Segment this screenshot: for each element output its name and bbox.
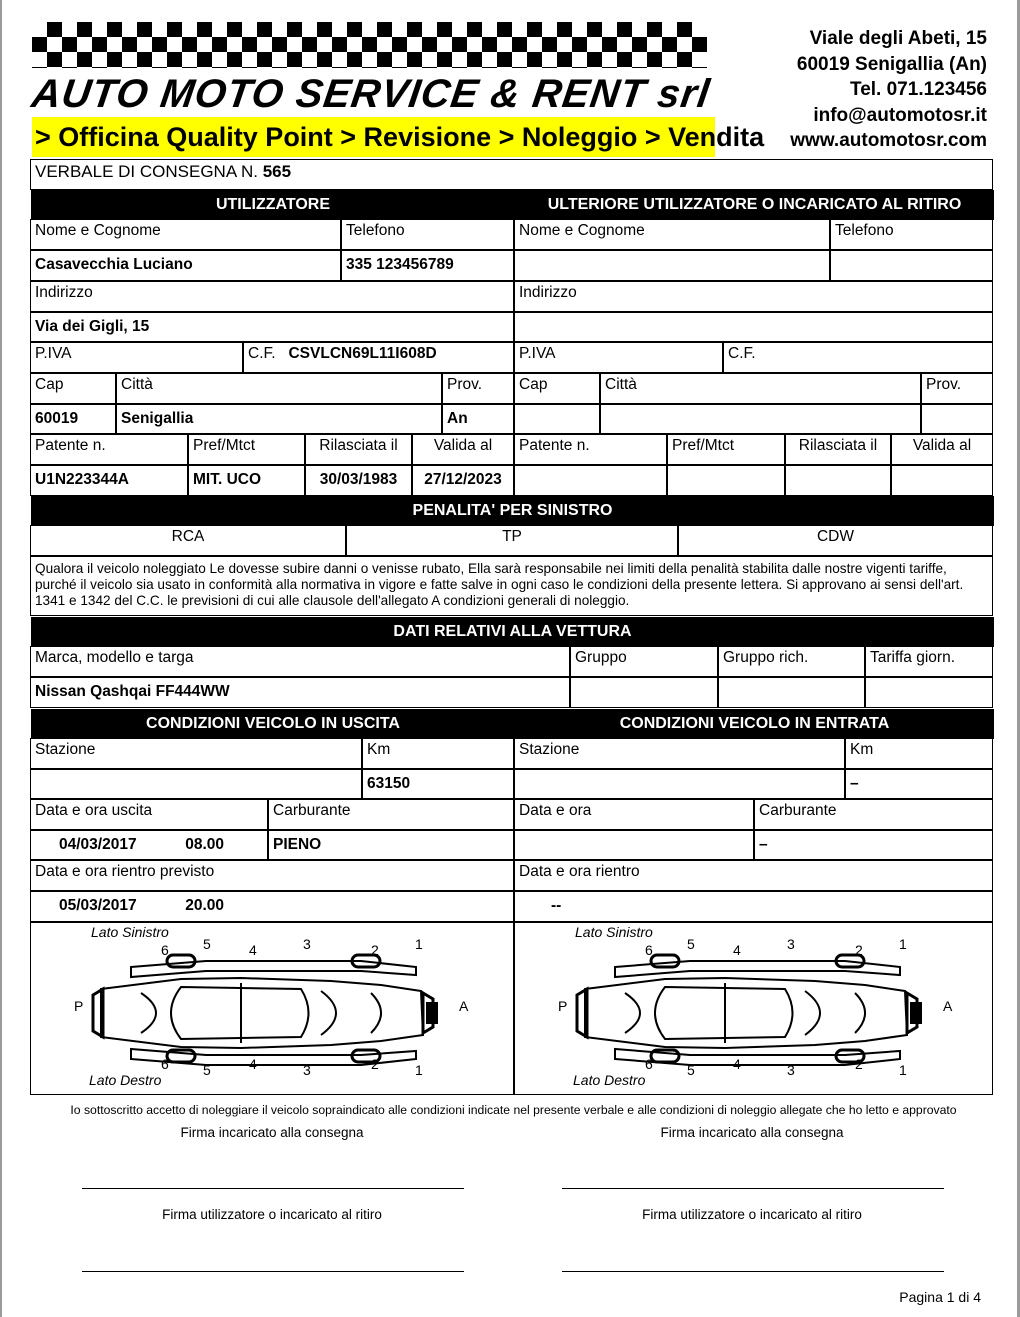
cap-label-row xyxy=(31,374,994,405)
label-cap-2: Cap xyxy=(514,373,600,404)
field-citta[interactable]: Senigallia xyxy=(116,404,442,434)
signature-line-ritiro[interactable] xyxy=(82,1271,464,1272)
stazione-value-row xyxy=(31,770,994,800)
entrata-label-p: P xyxy=(558,998,568,1014)
uscita-car-outline-icon xyxy=(93,955,437,1065)
address-label-row xyxy=(31,282,994,313)
entrata-wheel-1 xyxy=(651,955,679,967)
name-label-row xyxy=(31,220,994,251)
vettura-value-row xyxy=(31,678,994,709)
field-valida[interactable]: 27/12/2023 xyxy=(412,465,514,496)
entrata-lato-destro: Lato Destro xyxy=(573,1072,646,1088)
verbale-label: VERBALE DI CONSEGNA N. xyxy=(35,162,258,181)
label-citta-2: Città xyxy=(600,373,921,404)
field-rientro-date: 05/03/2017 xyxy=(59,897,137,914)
entrata-bottom-num-1: 1 xyxy=(899,1062,907,1078)
uscita-bottom-num-2: 2 xyxy=(371,1056,379,1072)
field-stazione[interactable] xyxy=(30,769,362,799)
field-nome[interactable]: Casavecchia Luciano xyxy=(30,250,341,281)
section-bar-condizioni xyxy=(31,709,994,739)
section-bar-utilizzatori xyxy=(31,190,994,220)
page-number: Pagina 1 di 4 xyxy=(899,1289,981,1305)
field-km-2[interactable]: – xyxy=(845,769,993,799)
uscita-top-num-4: 4 xyxy=(249,942,257,958)
entrata-top-num-2: 2 xyxy=(855,942,863,958)
entrata-car-outline-icon xyxy=(577,955,921,1065)
field-carburante[interactable]: PIENO xyxy=(268,830,514,860)
uscita-lato-destro: Lato Destro xyxy=(89,1072,162,1088)
label-pref: Pref/Mtct xyxy=(188,434,305,465)
field-km[interactable]: 63150 xyxy=(362,769,514,799)
rientro-value-row xyxy=(31,892,994,923)
label-data-uscita: Data e ora uscita xyxy=(30,799,268,830)
field-telefono[interactable]: 335 123456789 xyxy=(341,250,514,281)
label-gruppo: Gruppo xyxy=(570,646,718,677)
stazione-label-row xyxy=(31,739,994,770)
car-diagram-row xyxy=(31,923,994,1096)
section-vettura: DATI RELATIVI ALLA VETTURA xyxy=(393,623,632,640)
label-rientro: Data e ora rientro xyxy=(514,860,993,891)
signature-line-consegna-2[interactable] xyxy=(562,1188,944,1189)
label-cf: C.F. xyxy=(248,345,276,362)
field-rientro-time: 20.00 xyxy=(185,897,224,914)
firma-consegna-label-2: Firma incaricato alla consegna xyxy=(660,1125,844,1140)
field-pref[interactable]: MIT. UCO xyxy=(188,465,305,496)
field-data-uscita-date: 04/03/2017 xyxy=(59,836,137,853)
uscita-top-num-6: 6 xyxy=(161,942,169,958)
checkered-flag-logo xyxy=(32,22,707,68)
patente-label-row xyxy=(31,435,994,466)
label-cap: Cap xyxy=(30,373,116,404)
signature-line-ritiro-2[interactable] xyxy=(562,1271,944,1272)
label-km: Km xyxy=(362,738,514,769)
label-prov: Prov. xyxy=(442,373,514,404)
uscita-bottom-num-5: 5 xyxy=(203,1062,211,1078)
label-data-ora: Data e ora xyxy=(514,799,754,830)
field-data-uscita[interactable] xyxy=(30,830,268,860)
field-carburante-2[interactable]: – xyxy=(754,830,993,860)
label-stazione: Stazione xyxy=(30,738,362,769)
contact-block xyxy=(790,26,987,154)
phone: Tel. 071.123456 xyxy=(850,79,987,100)
field-prov[interactable]: An xyxy=(442,404,514,434)
field-data-ora[interactable] xyxy=(514,830,754,860)
field-telefono-2[interactable] xyxy=(830,250,993,281)
entrata-top-num-4: 4 xyxy=(733,942,741,958)
patente-value-row xyxy=(31,466,994,497)
address: Viale degli Abeti, 15 xyxy=(809,28,987,49)
field-data-uscita-time: 08.00 xyxy=(185,836,224,853)
field-cap[interactable]: 60019 xyxy=(30,404,116,434)
section-bar-penalita xyxy=(31,496,994,526)
uscita-bottom-num-3: 3 xyxy=(303,1062,311,1078)
field-tariffa[interactable] xyxy=(865,677,993,708)
penalita-cdw: CDW xyxy=(678,525,993,556)
section-bar-vettura xyxy=(31,617,994,647)
label-valida: Valida al xyxy=(412,434,514,465)
label-rilasciata-2: Rilasciata il xyxy=(785,434,891,465)
field-pref-2[interactable] xyxy=(667,465,785,496)
label-indirizzo-2: Indirizzo xyxy=(514,281,993,312)
uscita-bottom-num-1: 1 xyxy=(415,1062,423,1078)
uscita-top-num-2: 2 xyxy=(371,942,379,958)
firma-consegna-label: Firma incaricato alla consegna xyxy=(180,1125,364,1140)
label-indirizzo: Indirizzo xyxy=(30,281,514,312)
cf-cell xyxy=(243,342,514,373)
section-uscita: CONDIZIONI VEICOLO IN USCITA xyxy=(146,715,400,732)
field-rilasciata-2[interactable] xyxy=(785,465,891,496)
entrata-wheel-3 xyxy=(651,1050,679,1062)
entrata-top-num-1: 1 xyxy=(899,936,907,952)
entrata-bottom-num-5: 5 xyxy=(687,1062,695,1078)
cap-value-row xyxy=(31,405,994,435)
label-tariffa: Tariffa giorn. xyxy=(865,646,993,677)
uscita-label-a: A xyxy=(459,998,469,1014)
penalita-text: Qualora il veicolo noleggiato Le dovesse subire danni o venisse rubato, Ella sarà responsabile nei limiti della penalità stabilita dalle nostre vigenti tariffe, purché il veicolo sia usato in conformità alla normativa in vigore e fatte salve in ogni caso le condizioni della presente lettera. Si approvano ai sensi dell'art. 1341 e 1342 del C.C. le previsioni di cui alle clausole dell'allegato A condizioni generali di noleggio. xyxy=(30,556,993,616)
section-utilizzatore: UTILIZZATORE xyxy=(215,196,331,213)
entrata-bottom-num-2: 2 xyxy=(855,1056,863,1072)
rientro-label-row xyxy=(31,861,994,892)
field-marca[interactable]: Nissan Qashqai FF444WW xyxy=(30,677,570,708)
name-value-row xyxy=(31,251,994,282)
statement: Io sottoscritto accetto di noleggiare il veicolo sopraindicato alle condizioni indicate nel presente verbale e alle condizioni di noleggio allegate che ho letto e approvato xyxy=(70,1103,957,1117)
signature-line-consegna[interactable] xyxy=(82,1188,464,1189)
uscita-wheel-1 xyxy=(167,955,195,967)
label-nome: Nome e Cognome xyxy=(30,219,341,250)
firma-ritiro-label: Firma utilizzatore o incaricato al ritiro xyxy=(162,1207,382,1222)
label-citta: Città xyxy=(116,373,442,404)
uscita-top-num-5: 5 xyxy=(203,936,211,952)
entrata-bottom-num-4: 4 xyxy=(733,1056,741,1072)
field-prov-2[interactable] xyxy=(921,404,993,434)
entrata-bottom-num-6: 6 xyxy=(645,1056,653,1072)
field-gruppo-rich[interactable] xyxy=(718,677,865,708)
label-carburante-2: Carburante xyxy=(754,799,993,830)
label-pref-2: Pref/Mtct xyxy=(667,434,785,465)
field-rientro[interactable]: -- xyxy=(514,891,993,922)
label-piva: P.IVA xyxy=(30,342,243,373)
verbale-row xyxy=(31,160,994,191)
label-rilasciata: Rilasciata il xyxy=(305,434,412,465)
piva-row xyxy=(31,343,994,374)
tagline: > Officina Quality Point > Revisione > Noleggio > Vendita xyxy=(32,117,715,157)
uscita-car-svg xyxy=(31,923,501,1093)
penalita-tp: TP xyxy=(346,525,678,556)
verbale-number: 565 xyxy=(262,162,292,181)
field-gruppo[interactable] xyxy=(570,677,718,708)
address-value-row xyxy=(31,313,994,343)
field-indirizzo[interactable]: Via dei Gigli, 15 xyxy=(30,312,514,342)
label-rientro-previsto: Data e ora rientro previsto xyxy=(30,860,514,891)
label-stazione-2: Stazione xyxy=(514,738,845,769)
uscita-lato-sinistro: Lato Sinistro xyxy=(91,924,169,940)
label-gruppo-rich: Gruppo rich. xyxy=(718,646,865,677)
city: 60019 Senigallia (An) xyxy=(796,53,987,75)
label-nome-2: Nome e Cognome xyxy=(514,219,830,250)
label-piva-2: P.IVA xyxy=(514,342,723,373)
field-stazione-2[interactable] xyxy=(514,769,845,799)
entrata-top-num-3: 3 xyxy=(787,936,795,952)
uscita-top-num-1: 1 xyxy=(415,936,423,952)
label-telefono: Telefono xyxy=(341,219,514,250)
label-valida-2: Valida al xyxy=(891,434,993,465)
section-entrata: CONDIZIONI VEICOLO IN ENTRATA xyxy=(619,715,890,732)
uscita-label-p: P xyxy=(74,998,84,1014)
car-diagram-uscita xyxy=(30,922,514,1095)
field-rilasciata[interactable]: 30/03/1983 xyxy=(305,465,412,496)
field-rientro-previsto[interactable] xyxy=(30,891,514,922)
label-cf-2: C.F. xyxy=(723,342,993,373)
uscita-top-num-3: 3 xyxy=(303,936,311,952)
penalita-row xyxy=(31,526,994,557)
penalita-rca: RCA xyxy=(30,525,346,556)
vettura-label-row xyxy=(31,647,994,678)
label-marca: Marca, modello e targa xyxy=(30,646,570,677)
entrata-top-num-5: 5 xyxy=(687,936,695,952)
uscita-wheel-3 xyxy=(167,1050,195,1062)
field-cap-2[interactable] xyxy=(514,404,600,434)
data-value-row xyxy=(31,831,994,861)
section-penalita: PENALITA' PER SINISTRO xyxy=(412,502,613,519)
field-cf[interactable]: CSVLCN69L11I608D xyxy=(288,345,437,362)
field-patente-2[interactable] xyxy=(514,465,667,496)
label-prov-2: Prov. xyxy=(921,373,993,404)
entrata-top-num-6: 6 xyxy=(645,942,653,958)
uscita-bottom-num-6: 6 xyxy=(161,1056,169,1072)
section-ulteriore: ULTERIORE UTILIZZATORE O INCARICATO AL RITIRO xyxy=(547,196,962,213)
data-label-row xyxy=(31,800,994,831)
verbale-title xyxy=(30,159,993,190)
label-telefono-2: Telefono xyxy=(830,219,993,250)
entrata-bottom-num-3: 3 xyxy=(787,1062,795,1078)
label-patente: Patente n. xyxy=(30,434,188,465)
website: www.automotosr.com xyxy=(790,130,987,151)
entrata-lato-sinistro: Lato Sinistro xyxy=(575,924,653,940)
uscita-bottom-num-4: 4 xyxy=(249,1056,257,1072)
field-indirizzo-2[interactable] xyxy=(514,312,993,342)
entrata-label-a: A xyxy=(943,998,953,1014)
field-valida-2[interactable] xyxy=(891,465,993,496)
label-patente-2: Patente n. xyxy=(514,434,667,465)
entrata-car-svg xyxy=(515,923,985,1093)
label-km-2: Km xyxy=(845,738,993,769)
car-diagram-entrata xyxy=(514,922,993,1095)
firma-ritiro-label-2: Firma utilizzatore o incaricato al ritiro xyxy=(642,1207,862,1222)
field-citta-2[interactable] xyxy=(600,404,921,434)
penalita-text-row xyxy=(31,557,994,617)
label-carburante: Carburante xyxy=(268,799,514,830)
email: info@automotosr.it xyxy=(813,104,987,126)
company-name: AUTO MOTO SERVICE & RENT srl xyxy=(28,72,713,116)
field-nome-2[interactable] xyxy=(514,250,830,281)
field-patente[interactable]: U1N223344A xyxy=(30,465,188,496)
